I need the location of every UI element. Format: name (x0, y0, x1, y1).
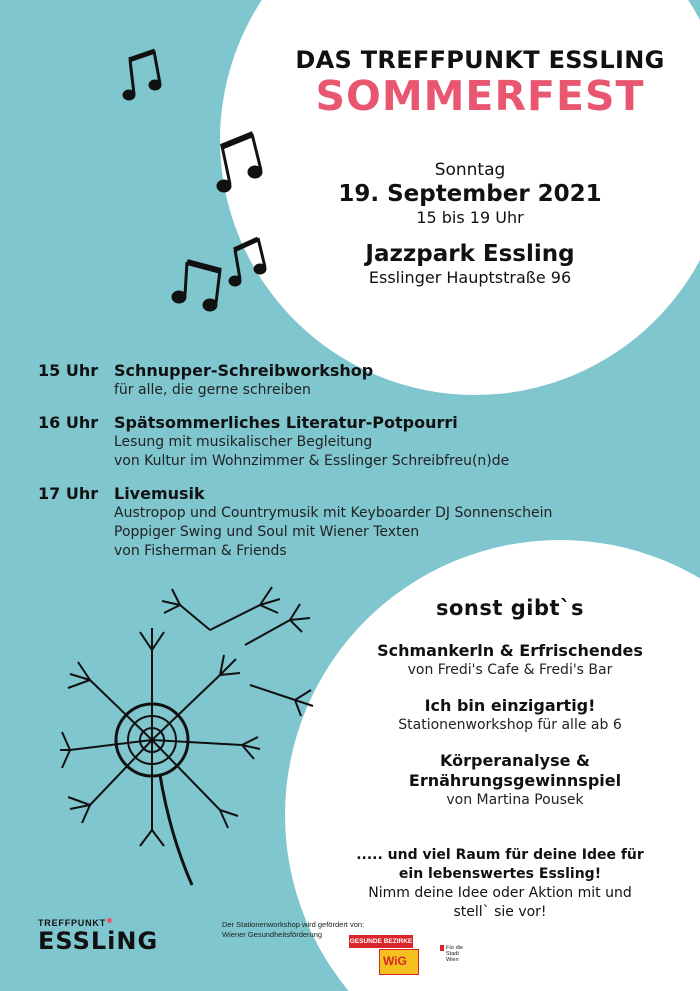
logo-big: ESSLiNG (38, 927, 159, 955)
music-note-icon (229, 238, 266, 286)
program-desc: für alle, die gerne schreiben (114, 382, 311, 398)
event-time: 15 bis 19 Uhr (416, 208, 524, 227)
event-address: Esslinger Hauptstraße 96 (368, 268, 572, 287)
wig-text: WiG (383, 954, 407, 968)
funding-line1: Der Stationenworkshop wird gefördert von: (222, 920, 365, 929)
program-item (38, 413, 678, 471)
more-item-desc: Stationenworkshop für alle ab 6 (398, 717, 622, 733)
more-item-title: Körperanalyse & Ernährungsgewinnspiel (408, 751, 622, 790)
program-desc: von Kultur im Wohnzimmer & Esslinger Schreibfreu(n)de (114, 453, 510, 469)
gesunde-bezirke-badge: GESUNDE BEZIRKE (349, 935, 413, 948)
wig-logo (379, 949, 419, 975)
event-date: 19. September 2021 (338, 181, 602, 207)
more-item (370, 751, 660, 809)
program-time: 15 Uhr (38, 361, 99, 380)
dandelion-illustration (60, 585, 320, 925)
program-item (38, 484, 678, 561)
funding-note (222, 920, 364, 940)
more-item-desc: von Martina Pousek (446, 792, 584, 808)
program-time: 16 Uhr (38, 413, 99, 432)
program-time: 17 Uhr (38, 484, 99, 503)
logo-small: TREFFPUNKT (38, 918, 106, 928)
funding-line2: Wiener Gesundheitsförderung (222, 930, 323, 939)
music-notes (110, 48, 280, 318)
event-venue: Jazzpark Essling (365, 241, 575, 267)
more-item-desc: von Fredi's Cafe & Fredi's Bar (407, 662, 613, 678)
more-heading-text: sonst gibt`s (435, 596, 585, 620)
wien-flag-icon (440, 945, 444, 951)
event-weekday: Sonntag (434, 160, 506, 180)
program-title: Livemusik (114, 484, 205, 503)
music-note-icon (217, 134, 262, 192)
program-title: Spätsommerliches Literatur-Potpourri (114, 413, 458, 432)
closing-line: Nimm deine Idee oder Aktion mit und stell` sie vor! (368, 885, 632, 920)
wien-logo-text: Für die Stadt Wien (446, 945, 464, 963)
more-heading (340, 596, 680, 620)
closing-text (318, 846, 682, 922)
more-item (340, 641, 680, 679)
music-note-icon (123, 51, 161, 100)
more-item-title: Schmankerln & Erfrischendes (377, 641, 643, 660)
program-title: Schnupper-Schreibworkshop (114, 361, 374, 380)
logo-dot-icon (107, 918, 112, 923)
header-line1: DAS TREFFPUNKT ESSLING (295, 46, 665, 74)
more-item-title: Ich bin einzigartig! (424, 696, 596, 715)
program-desc: Austropop und Countrymusik mit Keyboarder DJ Sonnenschein (114, 505, 553, 521)
treffpunkt-logo (38, 918, 158, 954)
program-desc: von Fisherman & Friends (114, 543, 287, 559)
closing-bold: ..... und viel Raum für deine Idee für ein lebenswertes Essling! (356, 847, 644, 882)
more-item (340, 696, 680, 734)
program-desc: Poppiger Swing und Soul mit Wiener Texten (114, 524, 420, 540)
header (270, 46, 690, 118)
header-title: SOMMERFEST (315, 72, 645, 120)
program-desc: Lesung mit musikalischer Begleitung (114, 434, 373, 450)
music-note-icon (172, 262, 221, 311)
program-item (38, 361, 678, 400)
event-info (300, 160, 640, 287)
